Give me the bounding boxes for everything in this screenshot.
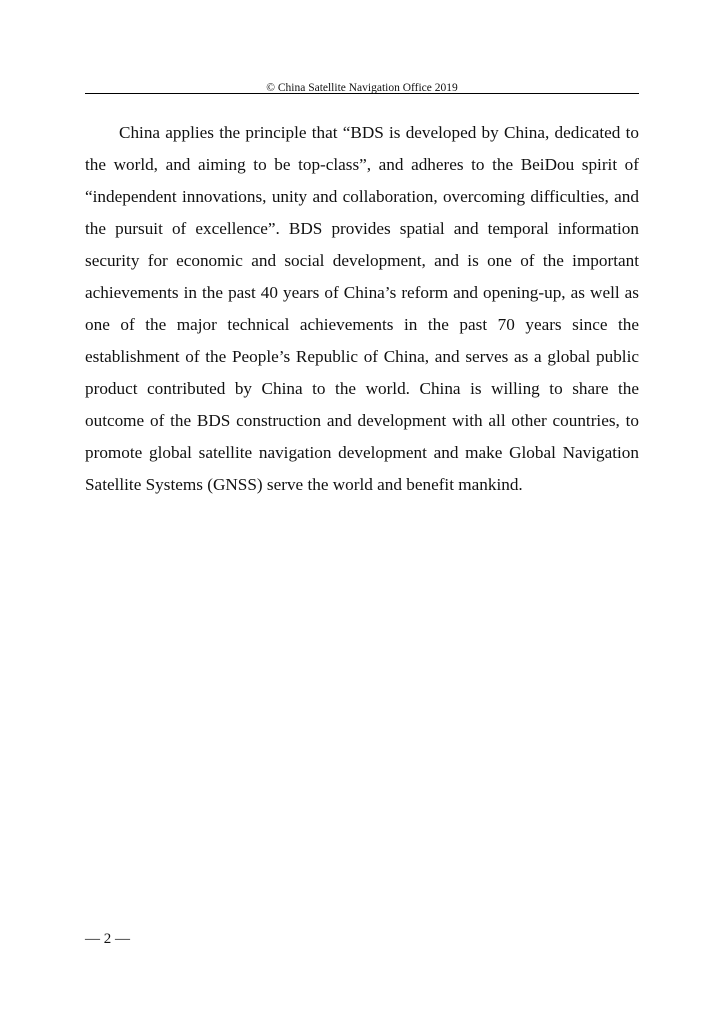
body-paragraph: China applies the principle that “BDS is developed by China, dedicated to the world, and aiming to be top-class”, and adheres to the BeiDou spirit of “independent innovations, unity and collaboration, overcoming difficulties, and the pursuit of excellence”. BDS provides spatial and temporal information security for economic and social development, and is one of the important achievements in the past 40 years of China’s reform and opening-up, as well as one of the major technical achievements in the past 70 years since the establishment of the People’s Republic of China, and serves as a global public product contributed by China to the world. China is willing to share the outcome of the BDS construction and development with all other countries, to promote global satellite navigation development and make Global Navigation Satellite Systems (GNSS) serve the world and benefit mankind. <box>85 123 639 494</box>
page-header <box>85 78 639 94</box>
header-copyright-text: © China Satellite Navigation Office 2019 <box>266 82 458 94</box>
page-number: — 2 — <box>85 931 130 947</box>
